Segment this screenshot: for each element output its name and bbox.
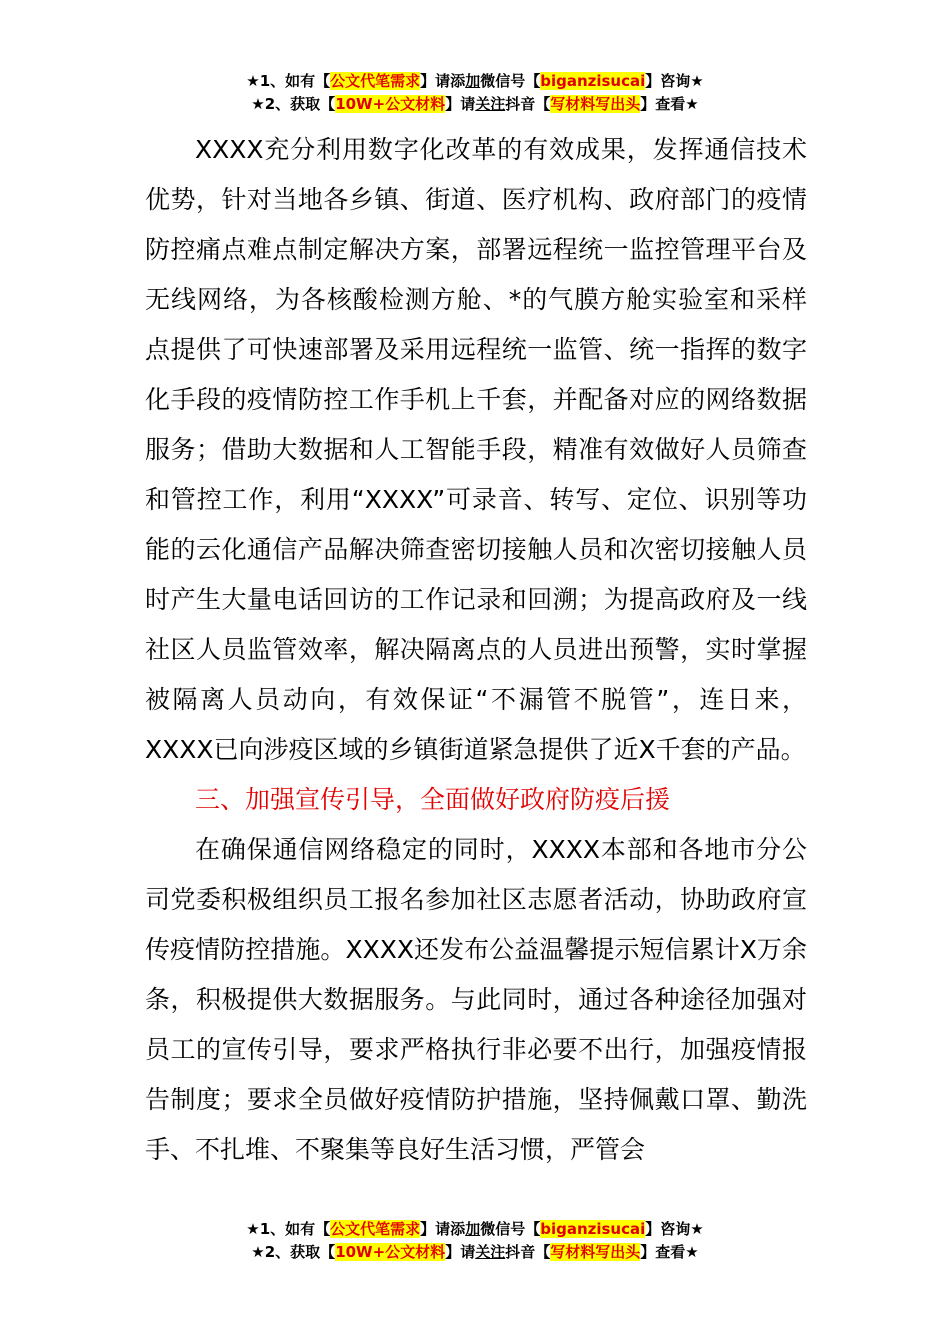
banner-text: 】请添 [420, 72, 466, 90]
banner-line-1 [0, 70, 950, 93]
highlight-ghostwriting: 公文代笔需求 [330, 72, 421, 90]
banner-text: 抖音【 [505, 1243, 551, 1261]
top-banner [0, 70, 950, 116]
banner-line-2 [0, 1241, 950, 1264]
banner-text: 】查看★ [640, 1243, 699, 1261]
highlight-ghostwriting: 公文代笔需求 [330, 1220, 421, 1238]
section-heading: 三、加强宣传引导，全面做好政府防疫后援 [195, 785, 671, 814]
underlined-text: 关注 [475, 95, 506, 113]
banner-text: 微信号【 [480, 72, 541, 90]
banner-text: 】请 [445, 1243, 476, 1261]
paragraph: 在确保通信网络稳定的同时，XXXX本部和各地市分公司党委积极组织员工报名参加社区志愿者活动，协助政府宣传疫情防控措施。XXXX还发布公益温馨提示短信累计X万余条，积极提供大数据服务。与此同时，通过各种途径加强对员工的宣传引导，要求严格执行非必要不出行，加强疫情报告制度；要求全员做好疫情防护措施，坚持佩戴口罩、勤洗手、不扎堆、不聚集等良好生活习惯，严管会 [145, 835, 807, 1164]
underlined-text: 关注 [475, 1243, 506, 1261]
banner-text: ★1、如有【 [246, 1220, 331, 1238]
highlight-douyin: 写材料写出头 [550, 95, 641, 113]
highlight-materials: 10W+公文材料 [335, 95, 446, 113]
underlined-text: 加 [465, 1220, 481, 1238]
bottom-banner [0, 1218, 950, 1264]
banner-text: 】请 [445, 95, 476, 113]
document-body [145, 125, 807, 1175]
highlight-materials: 10W+公文材料 [335, 1243, 446, 1261]
highlight-douyin: 写材料写出头 [550, 1243, 641, 1261]
banner-text: ★2、获取【 [251, 95, 336, 113]
banner-text: 】咨询★ [645, 1220, 704, 1238]
banner-text: ★2、获取【 [251, 1243, 336, 1261]
paragraph: XXXX充分利用数字化改革的有效成果，发挥通信技术优势，针对当地各乡镇、街道、医疗机构、政府部门的疫情防控痛点难点制定解决方案，部署远程统一监控管理平台及无线网络，为各核酸检测方舱、*的气膜方舱实验室和采样点提供了可快速部署及采用远程统一监管、统一指挥的数字化手段的疫情防控工作手机上千套，并配备对应的网络数据服务；借助大数据和人工智能手段，精准有效做好人员筛查和管控工作，利用“XXXX”可录音、转写、定位、识别等功能的云化通信产品解决筛查密切接触人员和次密切接触人员时产生大量电话回访的工作记录和回溯；为提高政府及一线社区人员监管效率，解决隔离点的人员进出预警，实时掌握被隔离人员动向，有效保证“不漏管不脱管”，连日来，XXXX已向涉疫区域的乡镇街道紧急提供了近X千套的产品。 [145, 135, 807, 764]
banner-text: ★1、如有【 [246, 72, 331, 90]
underlined-text: 加 [465, 72, 481, 90]
highlight-wechat-id: biganzisucai [540, 72, 646, 90]
banner-line-1 [0, 1218, 950, 1241]
banner-text: 】请添 [420, 1220, 466, 1238]
banner-text: 】查看★ [640, 95, 699, 113]
banner-text: 】咨询★ [645, 72, 704, 90]
banner-text: 抖音【 [505, 95, 551, 113]
banner-line-2 [0, 93, 950, 116]
highlight-wechat-id: biganzisucai [540, 1220, 646, 1238]
banner-text: 微信号【 [480, 1220, 541, 1238]
